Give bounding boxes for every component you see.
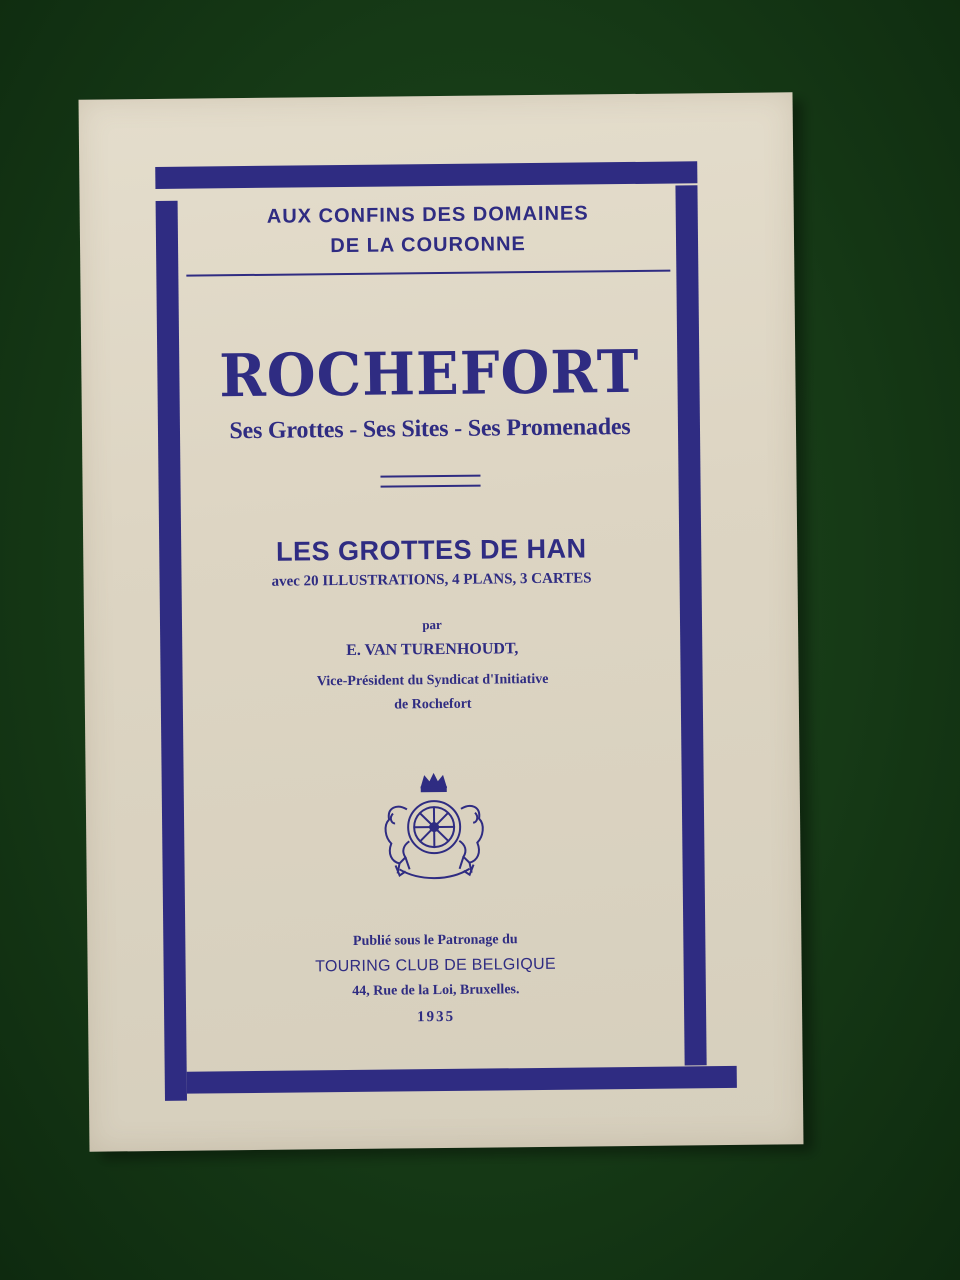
- illustration-details: avec 20 ILLUSTRATIONS, 4 PLANS, 3 CARTES: [271, 570, 592, 590]
- book-title: ROCHEFORT: [218, 337, 640, 411]
- series-line-1: AUX CONFINS DES DOMAINES: [266, 202, 589, 228]
- double-rule: [380, 475, 480, 488]
- series-line-2: DE LA COURONNE: [330, 233, 526, 258]
- divider-rule: [186, 270, 670, 277]
- touring-club-emblem: [369, 772, 500, 885]
- section-heading: LES GROTTES DE HAN: [275, 533, 587, 567]
- author-role-line-2: de Rochefort: [394, 696, 472, 713]
- frame-border-top: [155, 161, 697, 189]
- frame-border-right: [675, 185, 706, 1065]
- publisher-line-1: Publié sous le Patronage du: [352, 932, 518, 949]
- author-name: E. VAN TURENHOUDT,: [346, 640, 519, 659]
- publication-year: 1935: [417, 1008, 456, 1026]
- author-role: [205, 667, 661, 720]
- publisher-name: TOURING CLUB DE BELGIQUE: [315, 955, 557, 976]
- series-title: [200, 198, 657, 263]
- frame-border-left: [156, 201, 187, 1101]
- author-role-line-1: Vice-Président du Syndicat d'Initiative: [316, 671, 549, 690]
- frame-border-bottom: [187, 1066, 737, 1094]
- cover-content: [200, 198, 665, 1029]
- by-label: par: [422, 616, 442, 633]
- publisher-address: 44, Rue de la Loi, Bruxelles.: [352, 982, 520, 999]
- book-cover: [79, 92, 804, 1151]
- book-subtitle: Ses Grottes - Ses Sites - Ses Promenades: [229, 414, 631, 445]
